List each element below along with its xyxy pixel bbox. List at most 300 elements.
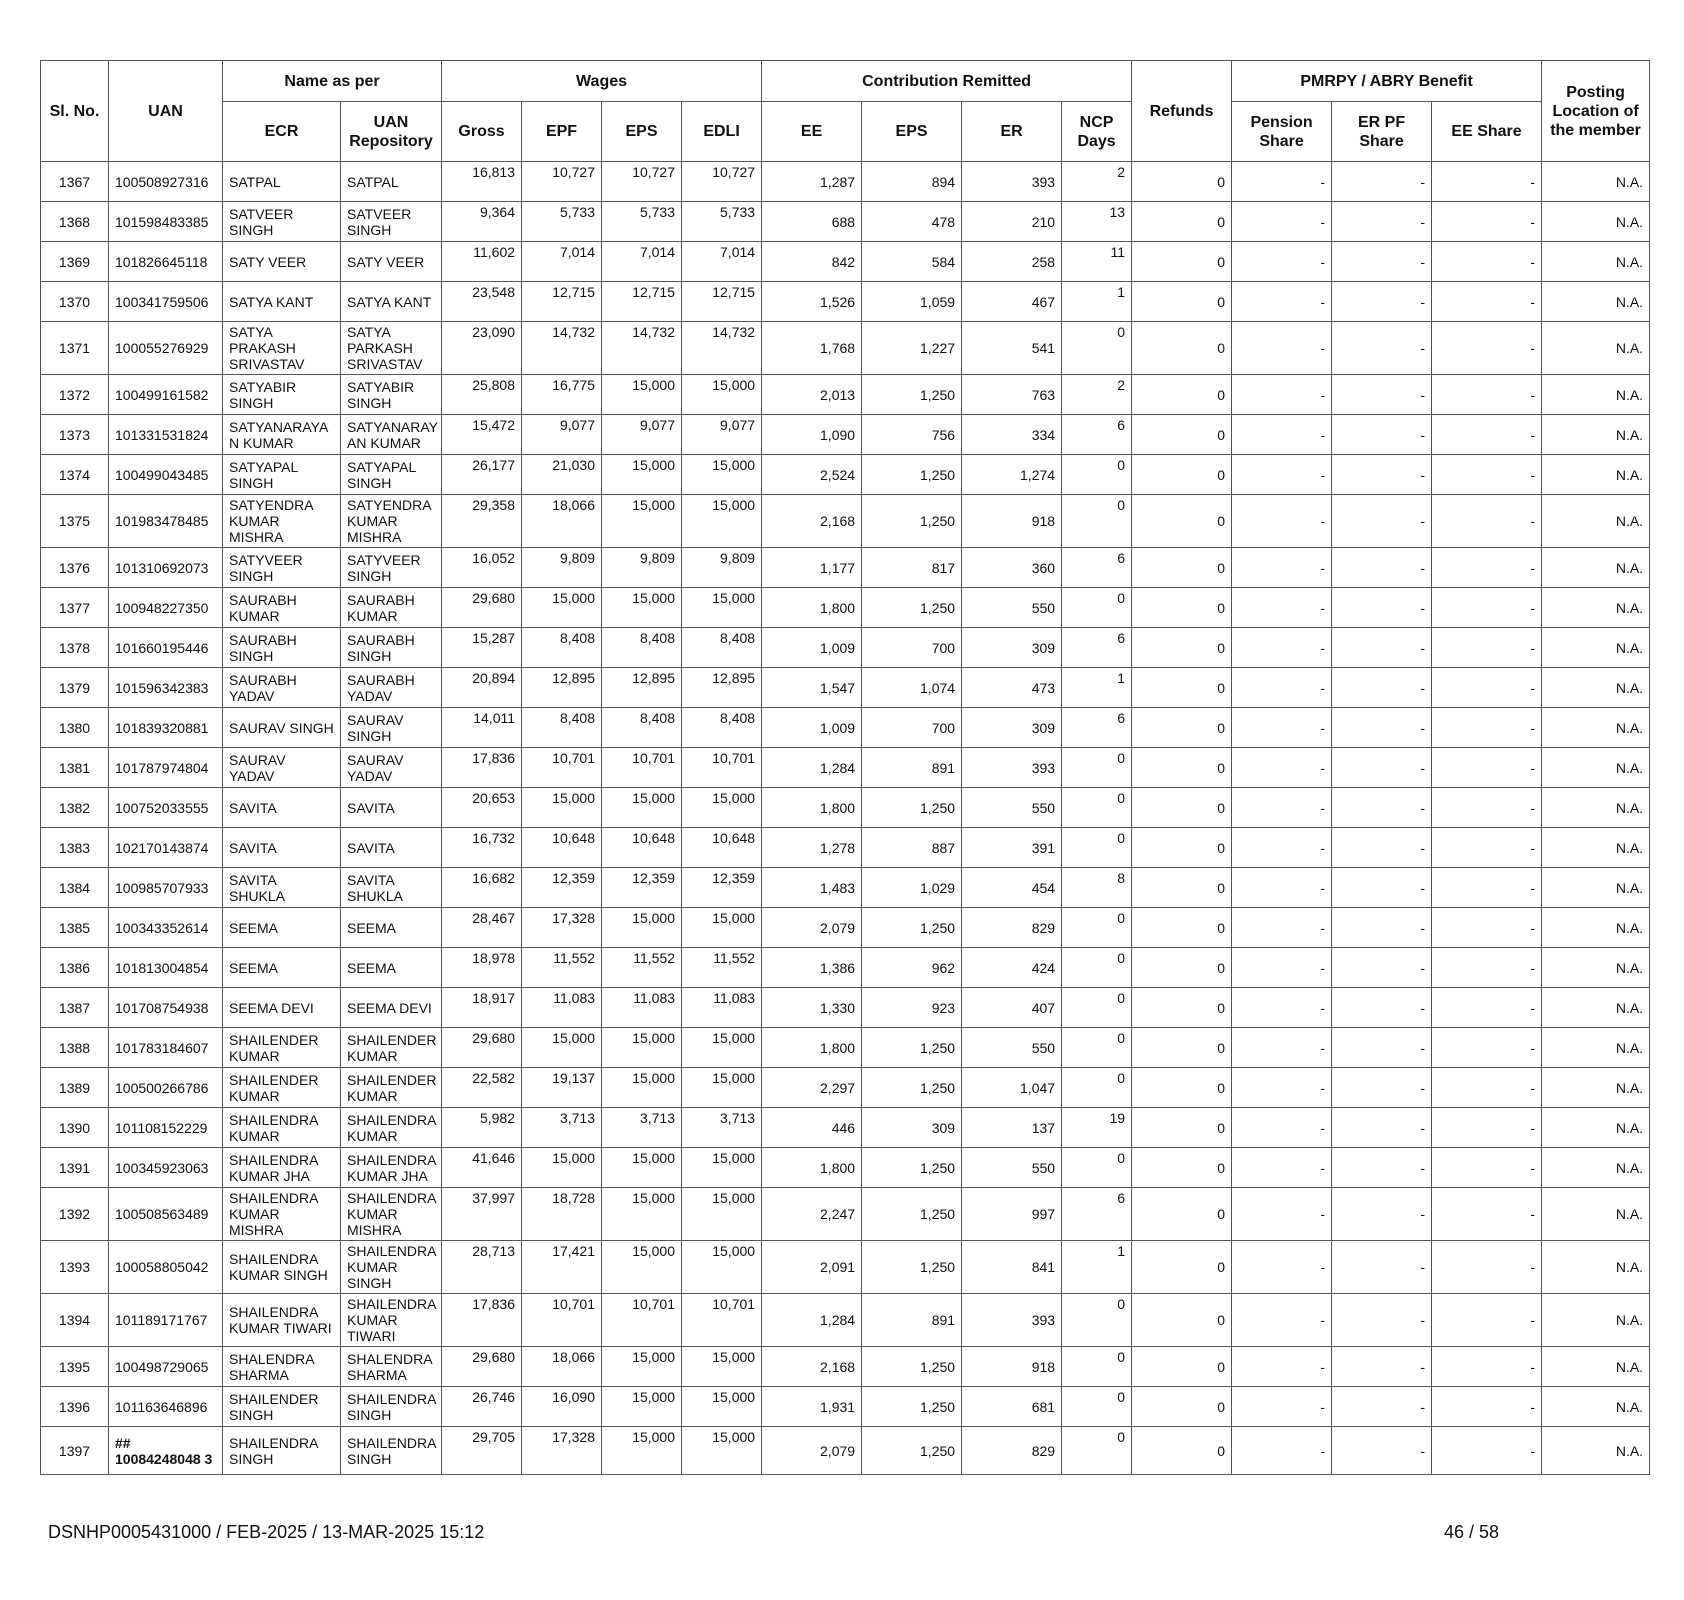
cell-pension-share: -	[1232, 162, 1332, 202]
header-wage-eps: EPS	[602, 102, 682, 162]
cell-ecr-name: SHAILENDRA KUMAR	[223, 1108, 341, 1148]
cell-uan-repository-name: SATYABIR SINGH	[341, 375, 442, 415]
cell-er-pf-share: -	[1332, 415, 1432, 455]
cell-er-pf-share: -	[1332, 868, 1432, 908]
table-row	[41, 988, 1650, 1028]
cell-sl-no: 1369	[41, 242, 109, 282]
cell-edli: 5,733	[682, 202, 762, 242]
cell-gross: 26,177	[442, 455, 522, 495]
cell-posting-location: N.A.	[1542, 1347, 1650, 1387]
cell-posting-location: N.A.	[1542, 202, 1650, 242]
cell-gross: 16,052	[442, 548, 522, 588]
cell-refunds: 0	[1132, 748, 1232, 788]
header-pension-share: Pension Share	[1232, 102, 1332, 162]
cell-ee-share: -	[1432, 828, 1542, 868]
cell-ee-share: -	[1432, 668, 1542, 708]
cell-ecr-name: SHAILENDER KUMAR	[223, 1068, 341, 1108]
cell-contribution-eps: 1,250	[862, 1387, 962, 1427]
cell-er: 550	[962, 588, 1062, 628]
cell-edli: 15,000	[682, 1028, 762, 1068]
cell-contribution-eps: 887	[862, 828, 962, 868]
cell-ee: 446	[762, 1108, 862, 1148]
cell-er-pf-share: -	[1332, 1241, 1432, 1294]
cell-sl-no: 1377	[41, 588, 109, 628]
cell-pension-share: -	[1232, 588, 1332, 628]
cell-uan: 100500266786	[109, 1068, 223, 1108]
cell-uan-repository-name: SAVITA SHUKLA	[341, 868, 442, 908]
cell-ee-share: -	[1432, 548, 1542, 588]
cell-refunds: 0	[1132, 495, 1232, 548]
cell-wage-eps: 15,000	[602, 588, 682, 628]
cell-ncp-days: 0	[1062, 1387, 1132, 1427]
cell-refunds: 0	[1132, 1148, 1232, 1188]
cell-contribution-eps: 1,250	[862, 908, 962, 948]
cell-pension-share: -	[1232, 828, 1332, 868]
cell-uan-repository-name: SEEMA	[341, 948, 442, 988]
cell-sl-no: 1387	[41, 988, 109, 1028]
cell-epf: 11,083	[522, 988, 602, 1028]
cell-gross: 26,746	[442, 1387, 522, 1427]
cell-gross: 29,705	[442, 1427, 522, 1475]
cell-ee-share: -	[1432, 708, 1542, 748]
cell-edli: 15,000	[682, 455, 762, 495]
cell-ee: 2,079	[762, 1427, 862, 1475]
cell-ncp-days: 0	[1062, 788, 1132, 828]
cell-uan-repository-name: SHAILENDRA KUMAR JHA	[341, 1148, 442, 1188]
cell-uan-repository-name: SAVITA	[341, 828, 442, 868]
cell-refunds: 0	[1132, 988, 1232, 1028]
cell-er-pf-share: -	[1332, 668, 1432, 708]
cell-uan-repository-name: SHAILENDRA KUMAR SINGH	[341, 1241, 442, 1294]
cell-gross: 23,090	[442, 322, 522, 375]
table-row	[41, 1427, 1650, 1475]
cell-er-pf-share: -	[1332, 788, 1432, 828]
cell-ncp-days: 13	[1062, 202, 1132, 242]
cell-uan: 100508927316	[109, 162, 223, 202]
cell-epf: 17,421	[522, 1241, 602, 1294]
cell-ecr-name: SHAILENDER SINGH	[223, 1387, 341, 1427]
cell-ee-share: -	[1432, 908, 1542, 948]
cell-ecr-name: SEEMA DEVI	[223, 988, 341, 1028]
cell-ee: 2,079	[762, 908, 862, 948]
cell-epf: 5,733	[522, 202, 602, 242]
cell-sl-no: 1375	[41, 495, 109, 548]
cell-uan: 100948227350	[109, 588, 223, 628]
cell-ncp-days: 11	[1062, 242, 1132, 282]
cell-sl-no: 1388	[41, 1028, 109, 1068]
table-row	[41, 202, 1650, 242]
cell-ncp-days: 0	[1062, 588, 1132, 628]
table-row	[41, 908, 1650, 948]
cell-ee: 1,800	[762, 1148, 862, 1188]
cell-sl-no: 1378	[41, 628, 109, 668]
cell-contribution-eps: 962	[862, 948, 962, 988]
table-row	[41, 668, 1650, 708]
cell-wage-eps: 15,000	[602, 908, 682, 948]
cell-epf: 9,809	[522, 548, 602, 588]
cell-epf: 15,000	[522, 788, 602, 828]
cell-gross: 41,646	[442, 1148, 522, 1188]
cell-uan: 101708754938	[109, 988, 223, 1028]
cell-ecr-name: SAURABH YADAV	[223, 668, 341, 708]
cell-ee: 1,278	[762, 828, 862, 868]
cell-er: 309	[962, 628, 1062, 668]
cell-refunds: 0	[1132, 455, 1232, 495]
cell-ee: 2,091	[762, 1241, 862, 1294]
cell-er: 550	[962, 788, 1062, 828]
table-row	[41, 788, 1650, 828]
cell-ee-share: -	[1432, 1028, 1542, 1068]
cell-uan-repository-name: SAVITA	[341, 788, 442, 828]
cell-pension-share: -	[1232, 548, 1332, 588]
cell-edli: 7,014	[682, 242, 762, 282]
cell-posting-location: N.A.	[1542, 708, 1650, 748]
cell-er: 681	[962, 1387, 1062, 1427]
table-row	[41, 1347, 1650, 1387]
cell-ee-share: -	[1432, 1148, 1542, 1188]
cell-ncp-days: 19	[1062, 1108, 1132, 1148]
cell-ncp-days: 6	[1062, 1188, 1132, 1241]
cell-uan-repository-name: SATYENDRA KUMAR MISHRA	[341, 495, 442, 548]
cell-er-pf-share: -	[1332, 748, 1432, 788]
cell-posting-location: N.A.	[1542, 948, 1650, 988]
cell-ncp-days: 0	[1062, 908, 1132, 948]
cell-epf: 12,715	[522, 282, 602, 322]
cell-posting-location: N.A.	[1542, 668, 1650, 708]
cell-ecr-name: SHAILENDRA KUMAR SINGH	[223, 1241, 341, 1294]
cell-ee: 1,009	[762, 628, 862, 668]
cell-ee: 1,483	[762, 868, 862, 908]
cell-ncp-days: 0	[1062, 1347, 1132, 1387]
cell-gross: 20,653	[442, 788, 522, 828]
cell-er-pf-share: -	[1332, 908, 1432, 948]
header-er: ER	[962, 102, 1062, 162]
table-row	[41, 748, 1650, 788]
header-uan: UAN	[109, 61, 223, 162]
cell-er-pf-share: -	[1332, 948, 1432, 988]
cell-epf: 12,359	[522, 868, 602, 908]
cell-epf: 18,066	[522, 495, 602, 548]
cell-ee-share: -	[1432, 1068, 1542, 1108]
cell-wage-eps: 3,713	[602, 1108, 682, 1148]
cell-refunds: 0	[1132, 1108, 1232, 1148]
cell-gross: 29,358	[442, 495, 522, 548]
cell-ncp-days: 0	[1062, 948, 1132, 988]
cell-ncp-days: 2	[1062, 375, 1132, 415]
cell-contribution-eps: 1,227	[862, 322, 962, 375]
cell-ee: 1,800	[762, 588, 862, 628]
cell-wage-eps: 15,000	[602, 1427, 682, 1475]
cell-uan: 101813004854	[109, 948, 223, 988]
cell-ecr-name: SHAILENDRA SINGH	[223, 1427, 341, 1475]
cell-pension-share: -	[1232, 1294, 1332, 1347]
cell-uan-repository-name: SAURAV YADAV	[341, 748, 442, 788]
cell-er: 829	[962, 908, 1062, 948]
cell-uan-repository-name: SATPAL	[341, 162, 442, 202]
cell-edli: 3,713	[682, 1108, 762, 1148]
cell-wage-eps: 11,552	[602, 948, 682, 988]
table-row	[41, 948, 1650, 988]
cell-uan-repository-name: SEEMA DEVI	[341, 988, 442, 1028]
cell-edli: 11,552	[682, 948, 762, 988]
cell-contribution-eps: 700	[862, 708, 962, 748]
cell-epf: 8,408	[522, 628, 602, 668]
cell-ee-share: -	[1432, 1387, 1542, 1427]
table-row	[41, 868, 1650, 908]
cell-epf: 10,648	[522, 828, 602, 868]
cell-uan: 101331531824	[109, 415, 223, 455]
cell-refunds: 0	[1132, 1241, 1232, 1294]
cell-er: 360	[962, 548, 1062, 588]
cell-pension-share: -	[1232, 988, 1332, 1028]
cell-sl-no: 1383	[41, 828, 109, 868]
cell-ee: 1,931	[762, 1387, 862, 1427]
cell-uan-repository-name: SHAILENDRA KUMAR MISHRA	[341, 1188, 442, 1241]
cell-refunds: 0	[1132, 1294, 1232, 1347]
cell-wage-eps: 10,727	[602, 162, 682, 202]
cell-er-pf-share: -	[1332, 548, 1432, 588]
cell-ee-share: -	[1432, 495, 1542, 548]
cell-ecr-name: SEEMA	[223, 908, 341, 948]
cell-posting-location: N.A.	[1542, 455, 1650, 495]
cell-posting-location: N.A.	[1542, 322, 1650, 375]
table-row	[41, 588, 1650, 628]
table-row	[41, 322, 1650, 375]
cell-sl-no: 1395	[41, 1347, 109, 1387]
cell-ncp-days: 0	[1062, 1028, 1132, 1068]
cell-ee: 2,524	[762, 455, 862, 495]
cell-ecr-name: SAVITA	[223, 828, 341, 868]
cell-ee: 1,009	[762, 708, 862, 748]
cell-contribution-eps: 1,250	[862, 588, 962, 628]
cell-contribution-eps: 891	[862, 1294, 962, 1347]
header-contribution-remitted: Contribution Remitted	[762, 61, 1132, 102]
cell-ee: 1,090	[762, 415, 862, 455]
cell-wage-eps: 12,359	[602, 868, 682, 908]
cell-ncp-days: 2	[1062, 162, 1132, 202]
cell-posting-location: N.A.	[1542, 375, 1650, 415]
cell-contribution-eps: 1,250	[862, 455, 962, 495]
cell-er: 473	[962, 668, 1062, 708]
cell-refunds: 0	[1132, 1188, 1232, 1241]
cell-uan: 101983478485	[109, 495, 223, 548]
cell-contribution-eps: 894	[862, 162, 962, 202]
cell-gross: 18,917	[442, 988, 522, 1028]
cell-uan: 101163646896	[109, 1387, 223, 1427]
cell-ecr-name: SAURABH SINGH	[223, 628, 341, 668]
cell-ee: 2,247	[762, 1188, 862, 1241]
cell-posting-location: N.A.	[1542, 495, 1650, 548]
cell-wage-eps: 9,077	[602, 415, 682, 455]
header-wages: Wages	[442, 61, 762, 102]
cell-gross: 17,836	[442, 748, 522, 788]
cell-er: 210	[962, 202, 1062, 242]
cell-ee: 1,526	[762, 282, 862, 322]
cell-posting-location: N.A.	[1542, 1427, 1650, 1475]
cell-pension-share: -	[1232, 1068, 1332, 1108]
cell-er: 309	[962, 708, 1062, 748]
cell-ecr-name: SHAILENDRA KUMAR TIWARI	[223, 1294, 341, 1347]
cell-posting-location: N.A.	[1542, 1148, 1650, 1188]
cell-uan: 100058805042	[109, 1241, 223, 1294]
header-epf: EPF	[522, 102, 602, 162]
cell-wage-eps: 5,733	[602, 202, 682, 242]
cell-ncp-days: 6	[1062, 628, 1132, 668]
table-row	[41, 455, 1650, 495]
cell-posting-location: N.A.	[1542, 1068, 1650, 1108]
cell-ecr-name: SAURAV YADAV	[223, 748, 341, 788]
cell-ee-share: -	[1432, 1427, 1542, 1475]
cell-ncp-days: 0	[1062, 495, 1132, 548]
cell-uan-repository-name: SHAILENDRA KUMAR	[341, 1108, 442, 1148]
cell-pension-share: -	[1232, 948, 1332, 988]
cell-pension-share: -	[1232, 375, 1332, 415]
table-row	[41, 628, 1650, 668]
cell-edli: 15,000	[682, 495, 762, 548]
cell-sl-no: 1370	[41, 282, 109, 322]
cell-ee-share: -	[1432, 415, 1542, 455]
cell-ncp-days: 0	[1062, 455, 1132, 495]
cell-contribution-eps: 1,250	[862, 1188, 962, 1241]
cell-ncp-days: 8	[1062, 868, 1132, 908]
cell-ncp-days: 1	[1062, 1241, 1132, 1294]
cell-posting-location: N.A.	[1542, 1028, 1650, 1068]
header-name-as-per: Name as per	[223, 61, 442, 102]
cell-ee-share: -	[1432, 1188, 1542, 1241]
cell-uan: 100341759506	[109, 282, 223, 322]
cell-uan-repository-name: SAURABH YADAV	[341, 668, 442, 708]
cell-posting-location: N.A.	[1542, 1108, 1650, 1148]
cell-er-pf-share: -	[1332, 322, 1432, 375]
table-row	[41, 282, 1650, 322]
cell-pension-share: -	[1232, 282, 1332, 322]
cell-gross: 16,682	[442, 868, 522, 908]
cell-posting-location: N.A.	[1542, 282, 1650, 322]
cell-epf: 10,701	[522, 748, 602, 788]
table-header	[41, 61, 1650, 162]
cell-edli: 9,077	[682, 415, 762, 455]
cell-wage-eps: 12,895	[602, 668, 682, 708]
cell-wage-eps: 15,000	[602, 375, 682, 415]
cell-gross: 23,548	[442, 282, 522, 322]
cell-gross: 18,978	[442, 948, 522, 988]
header-ee: EE	[762, 102, 862, 162]
header-edli: EDLI	[682, 102, 762, 162]
cell-er-pf-share: -	[1332, 1148, 1432, 1188]
cell-gross: 9,364	[442, 202, 522, 242]
cell-uan: 101596342383	[109, 668, 223, 708]
cell-gross: 5,982	[442, 1108, 522, 1148]
cell-posting-location: N.A.	[1542, 1294, 1650, 1347]
cell-er: 258	[962, 242, 1062, 282]
cell-contribution-eps: 1,250	[862, 1148, 962, 1188]
cell-edli: 15,000	[682, 908, 762, 948]
cell-contribution-eps: 756	[862, 415, 962, 455]
cell-epf: 10,727	[522, 162, 602, 202]
cell-ncp-days: 0	[1062, 988, 1132, 1028]
cell-uan: 100752033555	[109, 788, 223, 828]
cell-wage-eps: 10,648	[602, 828, 682, 868]
cell-edli: 12,359	[682, 868, 762, 908]
cell-uan: 100499161582	[109, 375, 223, 415]
cell-contribution-eps: 700	[862, 628, 962, 668]
cell-uan-repository-name: SHAILENDRA SINGH	[341, 1427, 442, 1475]
cell-ncp-days: 6	[1062, 548, 1132, 588]
cell-sl-no: 1396	[41, 1387, 109, 1427]
cell-ncp-days: 1	[1062, 282, 1132, 322]
cell-ecr-name: SAVITA	[223, 788, 341, 828]
cell-epf: 15,000	[522, 1028, 602, 1068]
cell-edli: 9,809	[682, 548, 762, 588]
cell-edli: 10,648	[682, 828, 762, 868]
cell-sl-no: 1391	[41, 1148, 109, 1188]
cell-edli: 10,701	[682, 1294, 762, 1347]
cell-edli: 10,727	[682, 162, 762, 202]
cell-refunds: 0	[1132, 162, 1232, 202]
cell-wage-eps: 10,701	[602, 1294, 682, 1347]
cell-uan-repository-name: SAURABH KUMAR	[341, 588, 442, 628]
cell-ncp-days: 0	[1062, 1427, 1132, 1475]
cell-er-pf-share: -	[1332, 828, 1432, 868]
cell-uan-repository-name: SATYANARAY AN KUMAR	[341, 415, 442, 455]
cell-pension-share: -	[1232, 1347, 1332, 1387]
cell-posting-location: N.A.	[1542, 588, 1650, 628]
header-ecr: ECR	[223, 102, 341, 162]
header-er-pf-share: ER PF Share	[1332, 102, 1432, 162]
cell-er-pf-share: -	[1332, 628, 1432, 668]
cell-ecr-name: SHAILENDRA KUMAR JHA	[223, 1148, 341, 1188]
cell-epf: 21,030	[522, 455, 602, 495]
cell-contribution-eps: 1,074	[862, 668, 962, 708]
cell-uan: 102170143874	[109, 828, 223, 868]
cell-wage-eps: 15,000	[602, 1347, 682, 1387]
cell-uan-repository-name: SATYA PARKASH SRIVASTAV	[341, 322, 442, 375]
cell-er-pf-share: -	[1332, 1294, 1432, 1347]
cell-gross: 17,836	[442, 1294, 522, 1347]
cell-ecr-name: SAVITA SHUKLA	[223, 868, 341, 908]
cell-uan: 100499043485	[109, 455, 223, 495]
table-row	[41, 1241, 1650, 1294]
header-pmrpy-abry: PMRPY / ABRY Benefit	[1232, 61, 1542, 102]
cell-edli: 11,083	[682, 988, 762, 1028]
cell-pension-share: -	[1232, 1241, 1332, 1294]
cell-er-pf-share: -	[1332, 202, 1432, 242]
cell-er-pf-share: -	[1332, 495, 1432, 548]
cell-ncp-days: 0	[1062, 322, 1132, 375]
cell-ncp-days: 6	[1062, 415, 1132, 455]
cell-gross: 11,602	[442, 242, 522, 282]
ecr-table	[40, 60, 1650, 1475]
cell-uan: 101310692073	[109, 548, 223, 588]
cell-er-pf-share: -	[1332, 1427, 1432, 1475]
cell-epf: 16,775	[522, 375, 602, 415]
cell-gross: 29,680	[442, 588, 522, 628]
cell-epf: 14,732	[522, 322, 602, 375]
cell-sl-no: 1397	[41, 1427, 109, 1475]
header-uan-repository: UAN Repository	[341, 102, 442, 162]
cell-ee: 2,168	[762, 1347, 862, 1387]
cell-wage-eps: 12,715	[602, 282, 682, 322]
cell-wage-eps: 15,000	[602, 1188, 682, 1241]
cell-epf: 9,077	[522, 415, 602, 455]
cell-epf: 18,066	[522, 1347, 602, 1387]
cell-sl-no: 1386	[41, 948, 109, 988]
cell-refunds: 0	[1132, 708, 1232, 748]
cell-wage-eps: 8,408	[602, 628, 682, 668]
header-ee-share: EE Share	[1432, 102, 1542, 162]
cell-ee-share: -	[1432, 1294, 1542, 1347]
cell-er: 550	[962, 1148, 1062, 1188]
